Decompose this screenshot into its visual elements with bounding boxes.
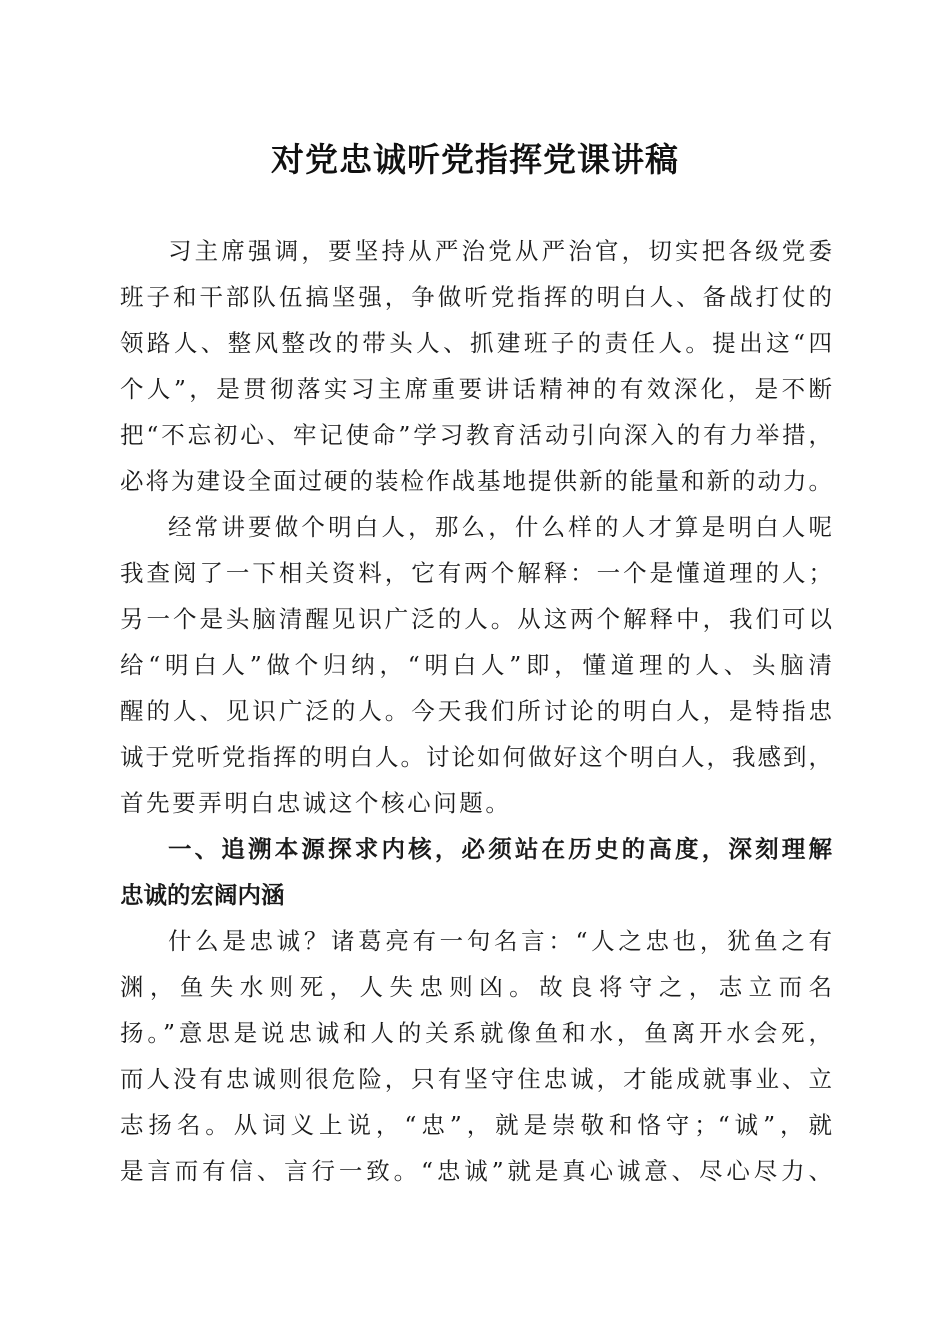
paragraph-2-line-1: 经常讲要做个明白人，那么，什么样的人才算是明白人呢: [168, 513, 832, 541]
paragraph-3-line-5: 志扬名。从词义上说，“忠”，就是崇敬和恪守；“诚”，就: [120, 1111, 832, 1139]
paragraph-3-line-2: 渊，鱼失水则死，人失忠则凶。故良将守之，志立而名: [120, 973, 832, 1001]
paragraph-3-line-4: 而人没有忠诚则很危险，只有坚守住忠诚，才能成就事业、立: [120, 1065, 832, 1093]
section-heading-line-1: 一、追溯本源探求内核，必须站在历史的高度，深刻理解: [168, 835, 832, 863]
paragraph-1-line-2: 班子和干部队伍搞坚强，争做听党指挥的明白人、备战打仗的: [120, 283, 832, 311]
paragraph-2-line-6: 诚于党听党指挥的明白人。讨论如何做好这个明白人，我感到，: [120, 743, 832, 771]
paragraph-1-line-3: 领路人、整风整改的带头人、抓建班子的责任人。提出这“四: [120, 329, 832, 357]
paragraph-1-line-6: 必将为建设全面过硬的装检作战基地提供新的能量和新的动力。: [120, 467, 832, 495]
paragraph-2-line-2: 我查阅了一下相关资料，它有两个解释：一个是懂道理的人；: [120, 559, 832, 587]
paragraph-3-line-6: 是言而有信、言行一致。“忠诚”就是真心诚意、尽心尽力、: [120, 1157, 832, 1185]
paragraph-1-line-5: 把“不忘初心、牢记使命”学习教育活动引向深入的有力举措，: [120, 421, 832, 449]
paragraph-3-line-1: 什么是忠诚？诸葛亮有一句名言：“人之忠也，犹鱼之有: [168, 927, 832, 955]
paragraph-2-line-7: 首先要弄明白忠诚这个核心问题。: [120, 789, 512, 817]
paragraph-1-line-1: 习主席强调，要坚持从严治党从严治官，切实把各级党委: [168, 237, 832, 265]
paragraph-3-line-3: 扬。”意思是说忠诚和人的关系就像鱼和水，鱼离开水会死，: [120, 1019, 832, 1047]
paragraph-2-line-4: 给“明白人”做个归纳，“明白人”即，懂道理的人、头脑清: [120, 651, 832, 679]
paragraph-2-line-5: 醒的人、见识广泛的人。今天我们所讨论的明白人，是特指忠: [120, 697, 832, 725]
document-title: 对党忠诚听党指挥党课讲稿: [271, 140, 679, 179]
paragraph-2-line-3: 另一个是头脑清醒见识广泛的人。从这两个解释中，我们可以: [120, 605, 832, 633]
section-heading-line-2: 忠诚的宏阔内涵: [120, 881, 285, 909]
paragraph-1-line-4: 个人”，是贯彻落实习主席重要讲话精神的有效深化，是不断: [120, 375, 832, 403]
